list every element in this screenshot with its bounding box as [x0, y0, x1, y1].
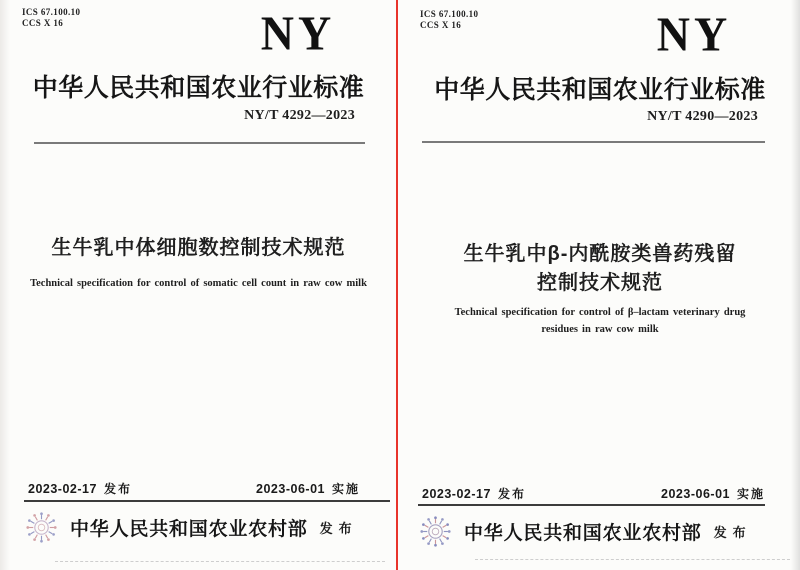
footer-rule [418, 504, 765, 506]
standard-title-cn [0, 234, 397, 263]
title-line: 生牛乳中β-内酰胺类兽药残留 [463, 243, 737, 265]
left-page-edge-shadow [0, 0, 10, 570]
title-line: 生牛乳中体细胞数控制技术规范 [51, 237, 346, 259]
issue-date: 2023-02-17 [422, 487, 491, 501]
standard-title-en [412, 304, 788, 338]
ccs-code: CCS X 16 [420, 20, 462, 30]
date-row [422, 485, 765, 502]
header-rule [422, 141, 765, 143]
date-row [28, 480, 360, 497]
standard-cover-ny-t-4290 [400, 0, 800, 570]
ministry-row [420, 513, 752, 549]
implement-label: 实施 [736, 487, 765, 501]
english-title-line: residues in raw cow milk [541, 324, 659, 335]
classification-codes [420, 9, 478, 31]
publish-label: 发布 [713, 524, 752, 540]
ministry-name: 中华人民共和国农业农村部 [464, 522, 702, 544]
footer-rule [24, 500, 390, 502]
page-separator-line [396, 0, 398, 570]
header-rule [34, 142, 365, 144]
implement-date: 2023-06-01 [661, 487, 730, 501]
english-title-line: Technical specification for control of β–lactam veterinary drug [454, 307, 746, 318]
standard-heading: 中华人民共和国农业行业标准 [434, 77, 766, 104]
issue-date-group [28, 480, 132, 497]
ministry-name: 中华人民共和国农业农村部 [70, 518, 308, 540]
ny-standard-logo: NY [260, 5, 336, 60]
ministry-emblem-icon [420, 516, 451, 547]
standard-title-en [12, 275, 385, 292]
issue-label: 发布 [103, 482, 132, 496]
standard-title-cn [400, 240, 800, 298]
publish-label: 发布 [319, 520, 358, 536]
standard-heading: 中华人民共和国农业行业标准 [32, 75, 365, 102]
standard-number: NY/T 4292—2023 [244, 108, 355, 123]
implement-date-group [256, 480, 360, 497]
classification-codes [22, 7, 80, 29]
implement-date: 2023-06-01 [256, 482, 325, 496]
issue-label: 发布 [497, 487, 526, 501]
ny-standard-logo: NY [656, 6, 732, 61]
implement-label: 实施 [331, 482, 360, 496]
title-line: 控制技术规范 [537, 272, 663, 294]
issue-date-group [422, 485, 526, 502]
implement-date-group [661, 485, 765, 502]
bottom-edge-rule [55, 561, 385, 562]
ministry-emblem-icon [26, 512, 57, 543]
ics-code: ICS 67.100.10 [22, 7, 81, 17]
ministry-row [26, 509, 358, 545]
right-page-edge-shadow [791, 0, 800, 570]
issue-date: 2023-02-17 [28, 482, 97, 496]
ccs-code: CCS X 16 [22, 18, 64, 28]
bottom-edge-rule [475, 559, 790, 560]
standard-cover-ny-t-4292 [0, 0, 397, 570]
ics-code: ICS 67.100.10 [420, 9, 479, 19]
english-title-line: Technical specification for control of somatic cell count in raw cow milk [30, 278, 367, 289]
standard-number: NY/T 4290—2023 [647, 109, 758, 124]
